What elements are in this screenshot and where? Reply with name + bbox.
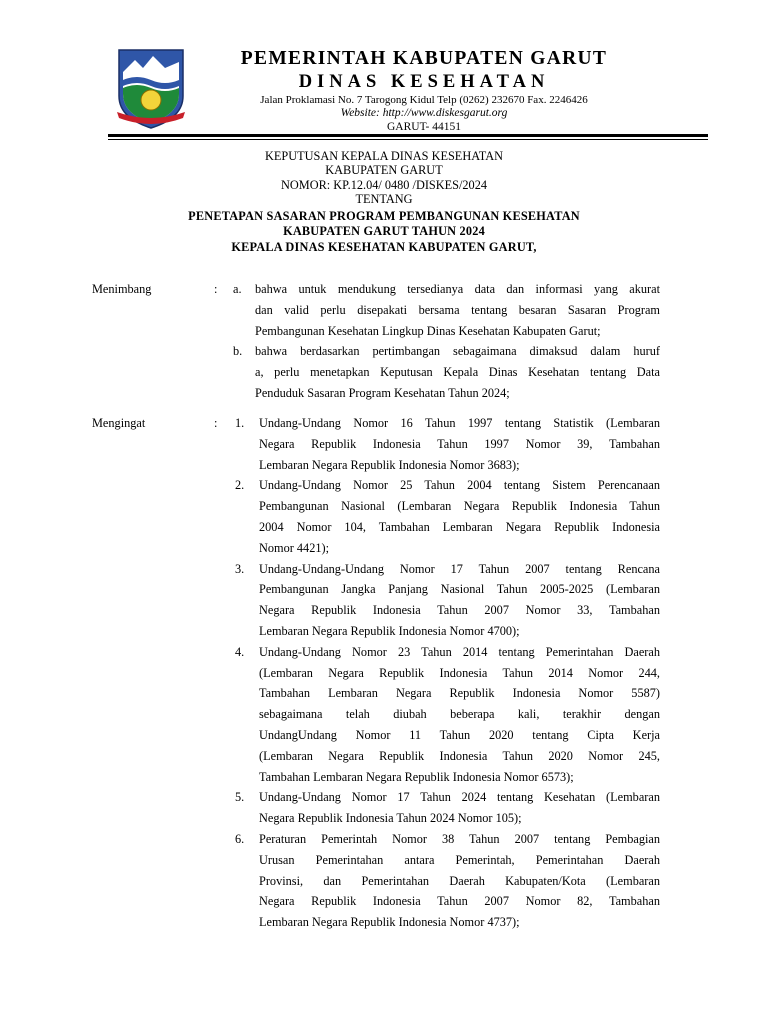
letterhead-rule-thick [108, 134, 708, 137]
list-item [255, 279, 660, 341]
item-line: Pembangunan Nasional (Lembaran Negara Republik Indonesia Tahun [259, 499, 660, 514]
list-item [259, 829, 660, 933]
item-line: sebagaimana telah diubah beberapa kali, terakhir dengan [259, 707, 660, 722]
letterhead-rule-thin [108, 139, 708, 140]
item-line: bahwa berdasarkan pertimbangan sebagaimana dimaksud dalam huruf [255, 344, 660, 359]
item-line: Peraturan Pemerintah Nomor 38 Tahun 2007 tentang Pembagian [259, 832, 660, 846]
item-line: Negara Republik Indonesia Tahun 2024 Nomor 105); [259, 811, 522, 826]
letterhead [190, 48, 658, 134]
item-marker: 5. [235, 790, 245, 805]
item-line: Penduduk Sasaran Program Kesehatan Tahun 2024; [255, 385, 510, 400]
item-line: Undang-Undang Nomor 16 Tahun 1997 tentang Statistik (Lembaran [259, 416, 660, 430]
title-line: KABUPATEN GARUT [325, 163, 443, 178]
list-item [259, 642, 660, 788]
department-name: DINAS KESEHATAN [298, 72, 550, 92]
section-label: Mengingat [92, 416, 146, 430]
item-line: Tambahan Lembaran Negara Republik Indonesia Nomor 5587) [259, 686, 660, 701]
title-line: TENTANG [355, 192, 413, 207]
issuer: KEPALA DINAS KESEHATAN KABUPATEN GARUT, [231, 239, 537, 254]
decree-title [0, 149, 768, 255]
decree-subject: PENETAPAN SASARAN PROGRAM PEMBANGUNAN KESEHATAN [188, 208, 580, 223]
list-item [259, 475, 660, 558]
decree-number: NOMOR: KP.12.04/ 0480 /DISKES/2024 [281, 177, 487, 192]
decree-subject: KABUPATEN GARUT TAHUN 2024 [283, 224, 485, 239]
office-address: Jalan Proklamasi No. 7 Tarogong Kidul Telp (0262) 232670 Fax. 2246426 [260, 94, 588, 106]
item-marker: 3. [235, 561, 245, 576]
item-line: Undang-Undang Nomor 17 Tahun 2024 tentang Kesehatan (Lembaran [259, 790, 660, 805]
item-line: Tambahan Lembaran Negara Republik Indonesia Nomor 6573); [259, 769, 574, 784]
item-marker: b. [233, 344, 243, 359]
item-line: Undang-Undang Nomor 25 Tahun 2004 tentang Sistem Perencanaan [259, 478, 660, 493]
list-item [259, 559, 660, 642]
item-line: bahwa untuk mendukung tersedianya data dan informasi yang akurat [255, 282, 660, 296]
item-line: Pembangunan Jangka Panjang Nasional Tahun 2005-2025 (Lembaran [259, 582, 660, 597]
item-line: Undang-Undang Nomor 23 Tahun 2014 tentang Pemerintahan Daerah [259, 644, 660, 659]
item-line: Lembaran Negara Republik Indonesia Nomor 4700); [259, 623, 520, 638]
list-item [259, 787, 660, 829]
item-line: Provinsi, dan Pemerintahan Daerah Kabupaten/Kota (Lembaran [259, 873, 660, 888]
garut-regency-crest-icon [113, 44, 189, 130]
item-line: UndangUndang Nomor 11 Tahun 2020 tentang Cipta Kerja [259, 727, 660, 742]
section-colon: : [214, 282, 218, 296]
item-marker: 6. [235, 832, 245, 846]
item-line: Negara Republik Indonesia Tahun 2007 Nomor 33, Tambahan [259, 603, 660, 618]
list-item [259, 413, 660, 475]
section-label: Menimbang [92, 282, 152, 296]
city-postcode: GARUT- 44151 [386, 121, 461, 133]
item-line: Pembangunan Kesehatan Lingkup Dinas Kesehatan Kabupaten Garut; [255, 323, 601, 338]
item-line: (Lembaran Negara Republik Indonesia Tahun 2020 Nomor 245, [259, 748, 660, 763]
item-line: Negara Republik Indonesia Tahun 2007 Nomor 82, Tambahan [259, 894, 660, 909]
item-marker: 4. [235, 644, 245, 659]
list-item [255, 341, 660, 403]
item-marker: 1. [235, 416, 245, 430]
item-line: Urusan Pemerintahan antara Pemerintah, Pemerintahan Daerah [259, 852, 660, 867]
item-marker: a. [233, 282, 242, 296]
section-colon: : [214, 416, 218, 430]
item-marker: 2. [235, 478, 245, 493]
government-name: PEMERINTAH KABUPATEN GARUT [240, 48, 608, 69]
item-line: a, perlu menetapkan Keputusan Kepala Dinas Kesehatan tentang Data [255, 365, 660, 380]
item-line: 2004 Nomor 104, Tambahan Lembaran Negara Republik Indonesia [259, 519, 660, 534]
item-line: Lembaran Negara Republik Indonesia Nomor 4737); [259, 915, 520, 930]
website: Website: http://www.diskesgarut.org [340, 107, 508, 119]
item-line: Nomor 4421); [259, 540, 330, 555]
item-line: Lembaran Negara Republik Indonesia Nomor 3683); [259, 457, 520, 472]
item-line: Negara Republik Indonesia Tahun 1997 Nomor 39, Tambahan [259, 436, 660, 451]
item-line: dan valid perlu disepakati bersama tentang besaran Sasaran Program [255, 302, 660, 317]
title-line: KEPUTUSAN KEPALA DINAS KESEHATAN [264, 149, 504, 163]
item-line: (Lembaran Negara Republik Indonesia Tahun 2014 Nomor 244, [259, 665, 660, 680]
item-line: Undang-Undang-Undang Nomor 17 Tahun 2007 tentang Rencana [259, 561, 660, 576]
